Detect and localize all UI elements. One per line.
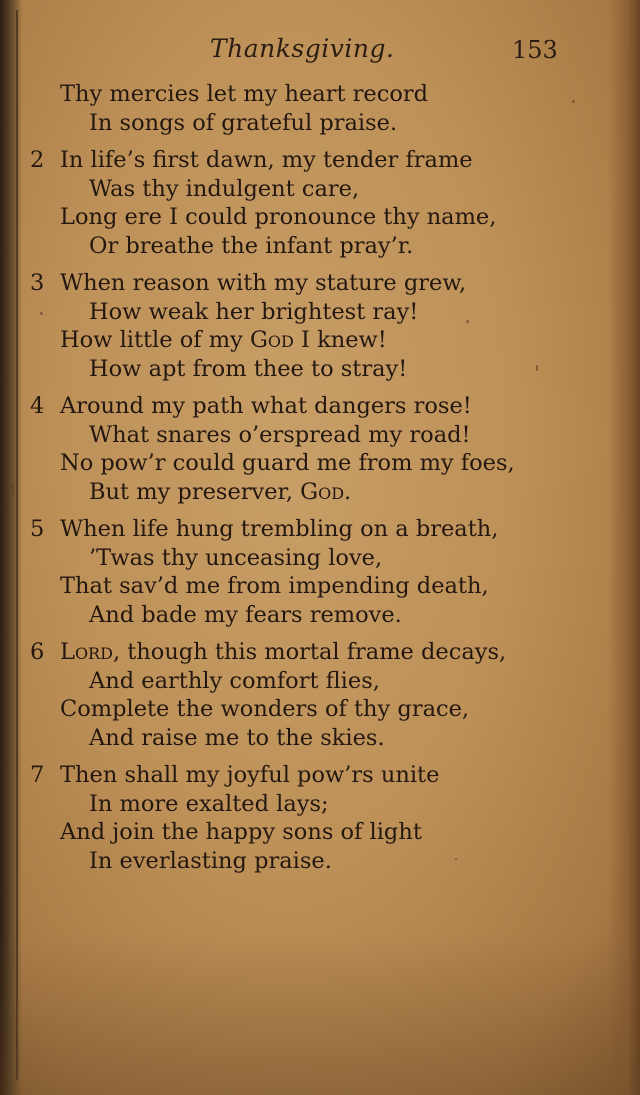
text-run: In life’s first dawn, my tender frame <box>60 147 473 173</box>
verse-text <box>60 761 439 790</box>
verse-line <box>30 269 590 298</box>
verse-line <box>30 667 590 696</box>
verse-text <box>89 175 359 204</box>
verse-text <box>60 515 498 544</box>
verse-text <box>60 449 515 478</box>
verse-text <box>89 109 397 138</box>
running-title: Thanksgiving. <box>210 34 395 63</box>
verse-line <box>30 638 590 667</box>
paper-speck <box>12 485 14 495</box>
text-run: And bade my fears remove. <box>89 601 402 628</box>
verse-text <box>60 392 472 421</box>
stanza-number: 7 <box>30 762 45 788</box>
verse-line <box>30 695 590 724</box>
verse-line <box>30 724 590 753</box>
text-run: How little of my <box>60 327 250 353</box>
text-run: Complete the wonders of thy grace, <box>60 696 470 722</box>
text-run: In more exalted lays; <box>89 790 329 817</box>
text-run: In everlasting praise. <box>89 847 332 874</box>
hymn-text <box>30 80 590 884</box>
page-edge-shadow <box>608 0 640 1095</box>
verse-line <box>30 298 590 327</box>
verse-text <box>89 601 402 630</box>
text-run: , though this mortal frame decays, <box>112 639 507 665</box>
verse-text <box>89 298 418 327</box>
stanza <box>30 392 590 506</box>
verse-text <box>60 203 496 232</box>
text-run: Then shall my joyful pow’rs unite <box>60 762 440 788</box>
verse-line <box>30 146 590 175</box>
small-caps-word: Lord <box>60 639 113 665</box>
binding-edge-line <box>16 10 18 1080</box>
verse-line <box>30 421 590 450</box>
verse-text <box>60 80 428 109</box>
stanza-number: 4 <box>30 393 45 419</box>
verse-line <box>30 818 590 847</box>
text-run: Around my path what dangers rose! <box>60 393 472 419</box>
verse-text <box>60 695 469 724</box>
verse-line <box>30 761 590 790</box>
verse-line <box>30 847 590 876</box>
page-gutter-shadow <box>0 0 22 1095</box>
verse-line <box>30 544 590 573</box>
verse-text <box>89 355 407 384</box>
stanza <box>30 761 590 875</box>
verse-text <box>89 667 380 696</box>
verse-line <box>30 790 590 819</box>
text-run: Or breathe the infant pray’r. <box>89 232 414 259</box>
verse-text <box>60 818 422 847</box>
text-run: But my preserver, <box>89 478 301 505</box>
verse-line <box>30 326 590 355</box>
stanza-number: 6 <box>30 639 45 665</box>
stanza <box>30 269 590 383</box>
text-run: Was thy indulgent care, <box>89 175 360 202</box>
page-header <box>0 34 640 74</box>
text-run: I knew! <box>293 327 387 353</box>
verse-line <box>30 515 590 544</box>
verse-line <box>30 392 590 421</box>
verse-text <box>60 572 489 601</box>
verse-line <box>30 232 590 261</box>
text-run: No pow’r could guard me from my foes, <box>60 450 515 476</box>
text-run: How weak her brightest ray! <box>89 298 419 325</box>
verse-line <box>30 601 590 630</box>
stanza <box>30 515 590 629</box>
stanza-number: 3 <box>30 270 45 296</box>
verse-text <box>89 847 332 876</box>
text-run: That sav’d me from impending death, <box>60 573 489 599</box>
verse-text <box>89 421 471 450</box>
stanza <box>30 80 590 137</box>
small-caps-word: God <box>249 327 294 353</box>
verse-line <box>30 109 590 138</box>
text-run: When reason with my stature grew, <box>60 270 467 296</box>
text-run: Long ere I could pronounce thy name, <box>60 204 497 230</box>
verse-text <box>89 232 413 261</box>
text-run: And raise me to the skies. <box>89 724 385 751</box>
text-run: ’Twas thy unceasing love, <box>89 544 383 571</box>
verse-line <box>30 572 590 601</box>
verse-line <box>30 80 590 109</box>
text-run: Thy mercies let my heart record <box>60 81 429 107</box>
text-run: And earthly comfort flies, <box>89 667 380 694</box>
verse-line <box>30 355 590 384</box>
verse-text <box>60 326 387 355</box>
verse-text <box>60 146 473 175</box>
verse-line <box>30 478 590 507</box>
verse-text <box>60 269 466 298</box>
page-bottom-shade <box>0 935 640 1095</box>
stanza-number: 5 <box>30 516 45 542</box>
verse-line <box>30 203 590 232</box>
text-run: What snares o’erspread my road! <box>89 421 471 448</box>
page-number: 153 <box>512 36 558 64</box>
text-run: When life hung trembling on a breath, <box>60 516 499 542</box>
stanza-number: 2 <box>30 147 45 173</box>
stanza <box>30 146 590 260</box>
verse-line <box>30 175 590 204</box>
verse-text <box>60 638 506 667</box>
verse-text <box>89 724 385 753</box>
verse-text <box>89 544 382 573</box>
small-caps-word: God <box>300 478 345 505</box>
text-run: . <box>344 478 352 505</box>
verse-line <box>30 449 590 478</box>
verse-text <box>89 478 351 507</box>
text-run: In songs of grateful praise. <box>89 109 398 136</box>
text-run: And join the happy sons of light <box>60 819 422 845</box>
text-run: How apt from thee to stray! <box>89 355 408 382</box>
stanza <box>30 638 590 752</box>
verse-text <box>89 790 329 819</box>
